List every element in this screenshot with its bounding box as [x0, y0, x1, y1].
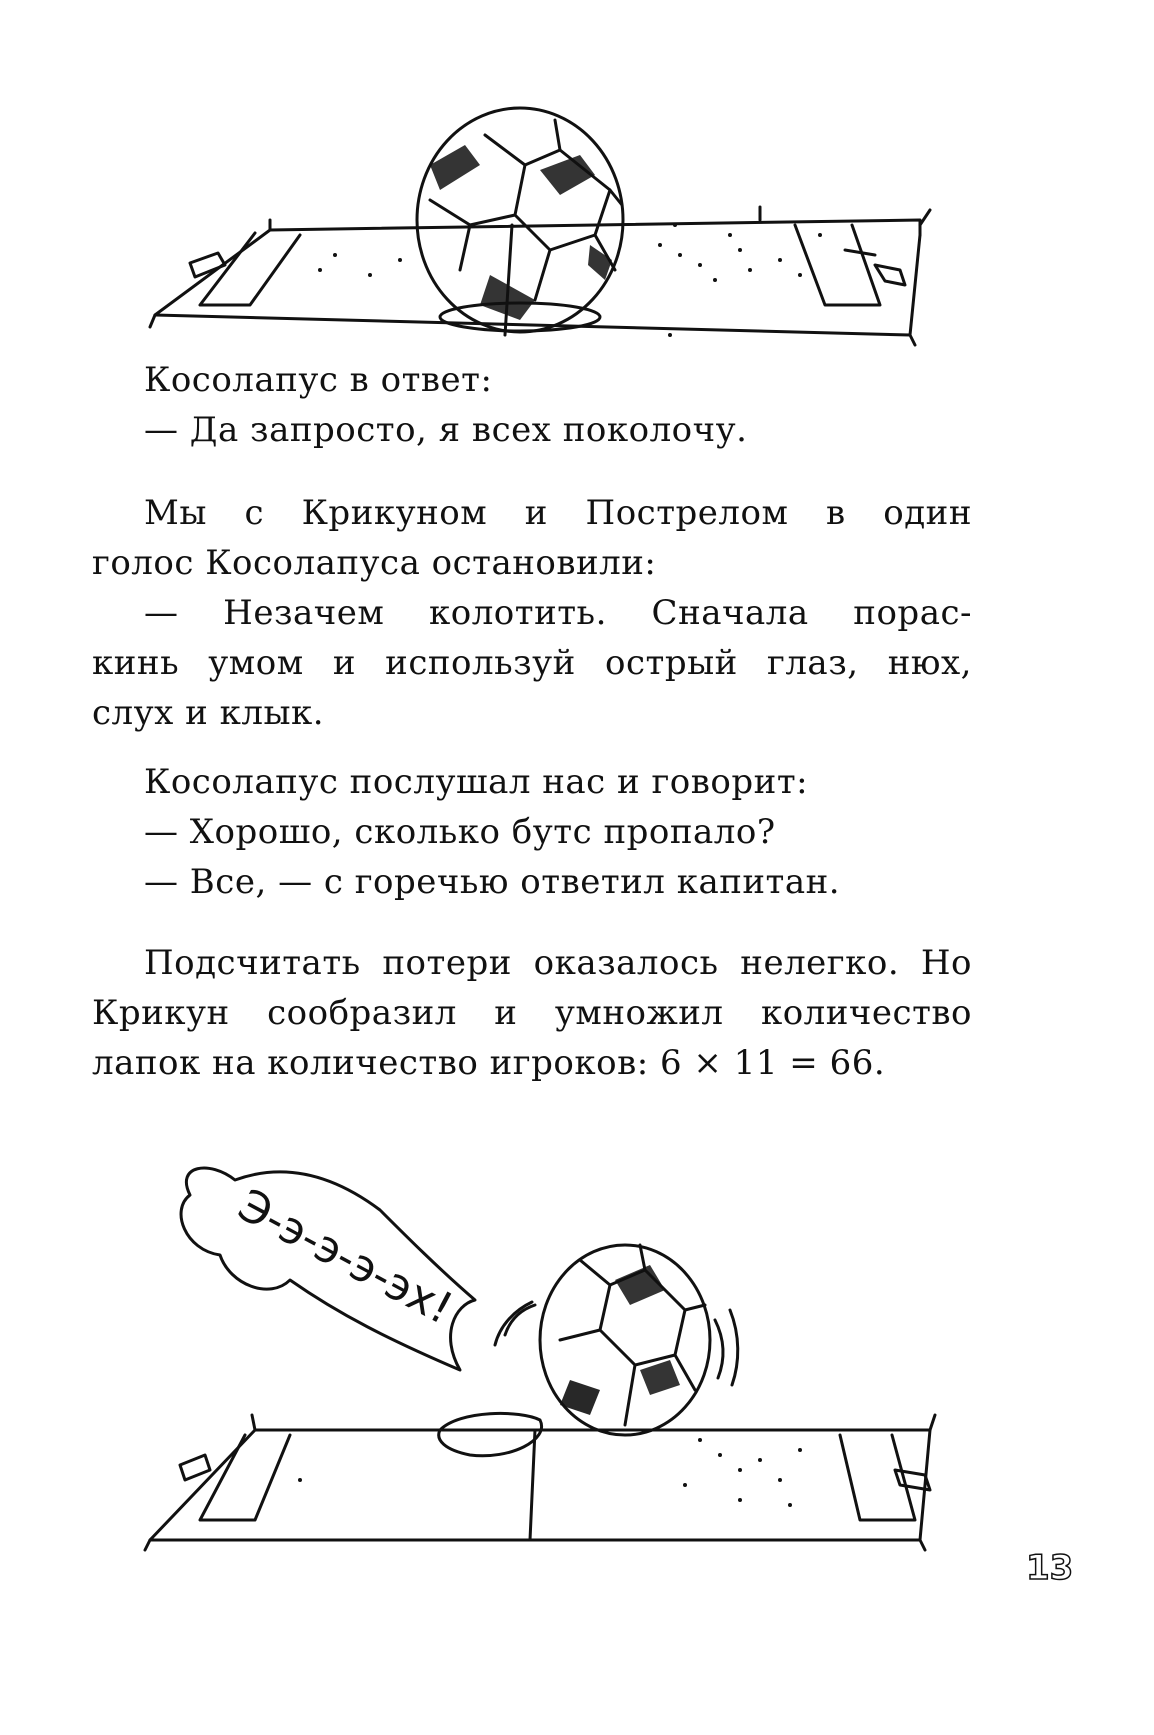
story-paragraph-1 [92, 355, 972, 455]
text-line: Крикун сообразил и умножил количество [92, 993, 972, 1033]
text-line: — Да запросто, я всех поколочу. [144, 410, 748, 450]
bottom-illustration [140, 1140, 940, 1560]
text-line: Мы с Крикуном и Пострелом в один [144, 493, 972, 533]
top-illustration [140, 95, 940, 375]
text-line: — Незачем колотить. Сначала порас- [144, 593, 972, 633]
text-line: — Все, — с горечью ответил капитан. [144, 862, 841, 902]
page-number: 13 [1026, 1548, 1074, 1588]
story-paragraph-2 [92, 488, 972, 738]
text-line: голос Косолапуса остановили: [92, 543, 657, 583]
text-line: Подсчитать потери оказалось нелегко. Но [144, 943, 972, 983]
football-field-with-ball-drawing [140, 95, 940, 375]
text-line: Косолапус в ответ: [144, 360, 493, 400]
story-paragraph-3 [92, 757, 972, 907]
story-paragraph-4 [92, 938, 972, 1088]
text-line: кинь умом и используй острый глаз, нюх, [92, 643, 972, 683]
text-line: лапок на количество игроков: 6 × 11 = 66. [92, 1043, 886, 1083]
football-field-with-speech-bubble-drawing [140, 1140, 940, 1560]
text-line: Косолапус послушал нас и говорит: [144, 762, 809, 802]
text-line: слух и клык. [92, 693, 325, 733]
text-line: — Хорошо, сколько бутс пропало? [144, 812, 776, 852]
speech-bubble-text: Э-э-э-э-эх! [229, 1179, 461, 1335]
